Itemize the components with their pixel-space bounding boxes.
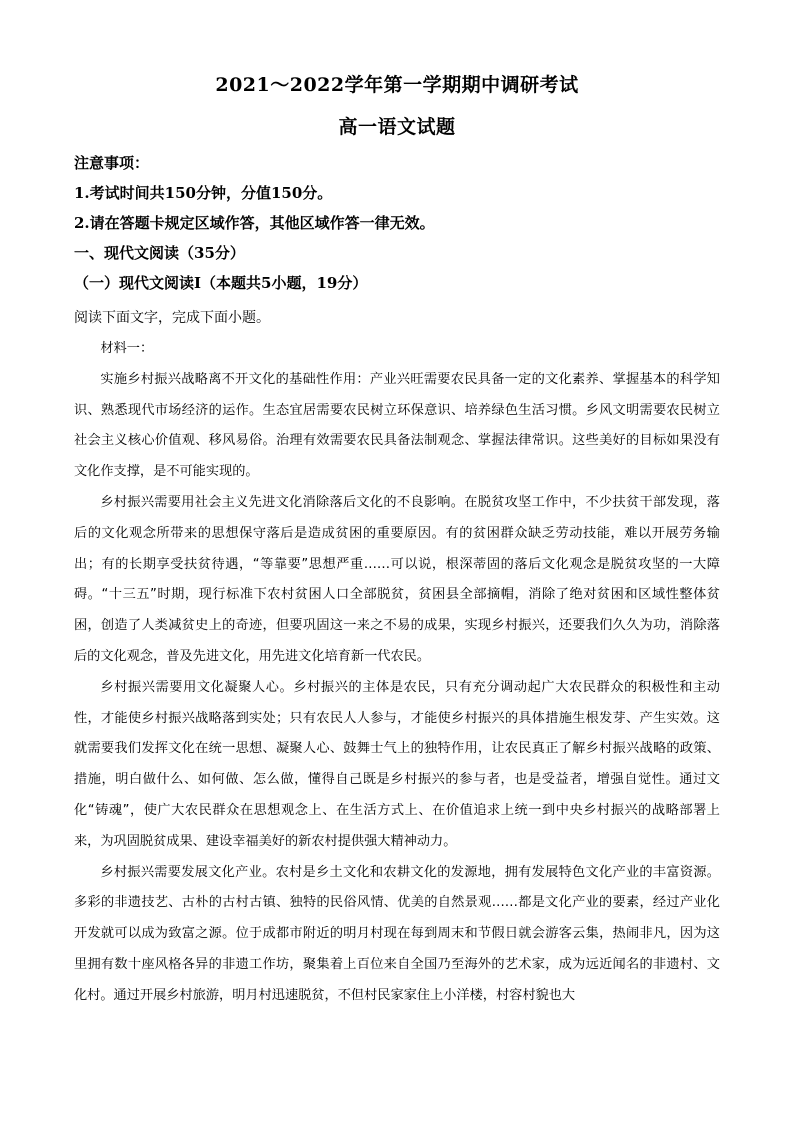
reading-passage: [74, 334, 720, 1012]
subject-title: 高一语文试题: [338, 116, 456, 138]
passage-paragraph: 乡村振兴需要发展文化产业。农村是乡土文化和农耕文化的发源地，拥有发展特色文化产业的丰富资源。多彩的非遗技艺、古朴的古村古镇、独特的民俗风情、优美的自然景观……都是文化产业的要素，经过产业化开发就可以成为致富之源。位于成都市附近的明月村现在每到周末和节假日就会游客云集，热闹非凡，因为这里拥有数十座风格各异的非遗工作坊，聚集着上百位来自全国乃至海外的艺术家，成为远近闻名的非遗村、文化村。通过开展乡村旅游，明月村迅速脱贫，不但村民家家住上小洋楼，村容村貌也大: [74, 864, 720, 1003]
subsection-title: （一）现代文阅读Ⅰ（本题共5小题，19分）: [74, 274, 368, 292]
reading-directions: 阅读下面文字，完成下面小题。: [74, 310, 270, 326]
instructions-block: [74, 148, 734, 298]
material-label: 材料一：: [100, 341, 154, 356]
passage-paragraph: 乡村振兴需要用社会主义先进文化消除落后文化的不良影响。在脱贫攻坚工作中，不少扶贫干部发现，落后的文化观念所带来的思想保守落后是造成贫困的重要原因。有的贫困群众缺乏劳动技能，难以开展劳务输出；有的长期享受扶贫待遇，“等靠要”思想严重……可以说，根深蒂固的落后文化观念是脱贫攻坚的一大障碍。“十三五”时期，现行标准下农村贫困人口全部脱贫，贫困县全部摘帽，消除了绝对贫困和区域性整体贫困，创造了人类减贫史上的奇迹，但要巩固这一来之不易的成果，实现乡村振兴，还要我们久久为功，消除落后的文化观念，普及先进文化，用先进文化培育新一代农民。: [74, 494, 720, 664]
passage-paragraph: 实施乡村振兴战略离不开文化的基础性作用：产业兴旺需要农民具备一定的文化素养、掌握基本的科学知识、熟悉现代市场经济的运作。生态宜居需要农民树立环保意识、培养绿色生活习惯。乡风文明需要农民树立社会主义核心价值观、移风易俗。治理有效需要农民具备法制观念、掌握法律常识。这些美好的目标如果没有文化作支撑，是不可能实现的。: [74, 371, 720, 480]
note-item-answer-area: 2.请在答题卡规定区域作答，其他区域作答一律无效。: [74, 214, 435, 232]
notes-heading: 注意事项：: [74, 154, 150, 172]
exam-title: 2021～2022学年第一学期期中调研考试: [215, 74, 579, 96]
passage-paragraph: 乡村振兴需要用文化凝聚人心。乡村振兴的主体是农民，只有充分调动起广大农民群众的积极性和主动性，才能使乡村振兴战略落到实处；只有农民人人参与，才能使乡村振兴的具体措施生根发芽、产生实效。这就需要我们发挥文化在统一思想、凝聚人心、鼓舞士气上的独特作用，让农民真正了解乡村振兴战略的政策、措施，明白做什么、如何做、怎么做，懂得自己既是乡村振兴的参与者，也是受益者，增强自觉性。通过文化“铸魂”，使广大农民群众在思想观念上、在生活方式上、在价值追求上统一到中央乡村振兴的战略部署上来，为巩固脱贫成果、建设幸福美好的新农村提供强大精神动力。: [74, 679, 720, 849]
section-title: 一、现代文阅读（35分）: [74, 244, 245, 262]
note-item-time: 1.考试时间共150分钟，分值150分。: [74, 184, 333, 202]
